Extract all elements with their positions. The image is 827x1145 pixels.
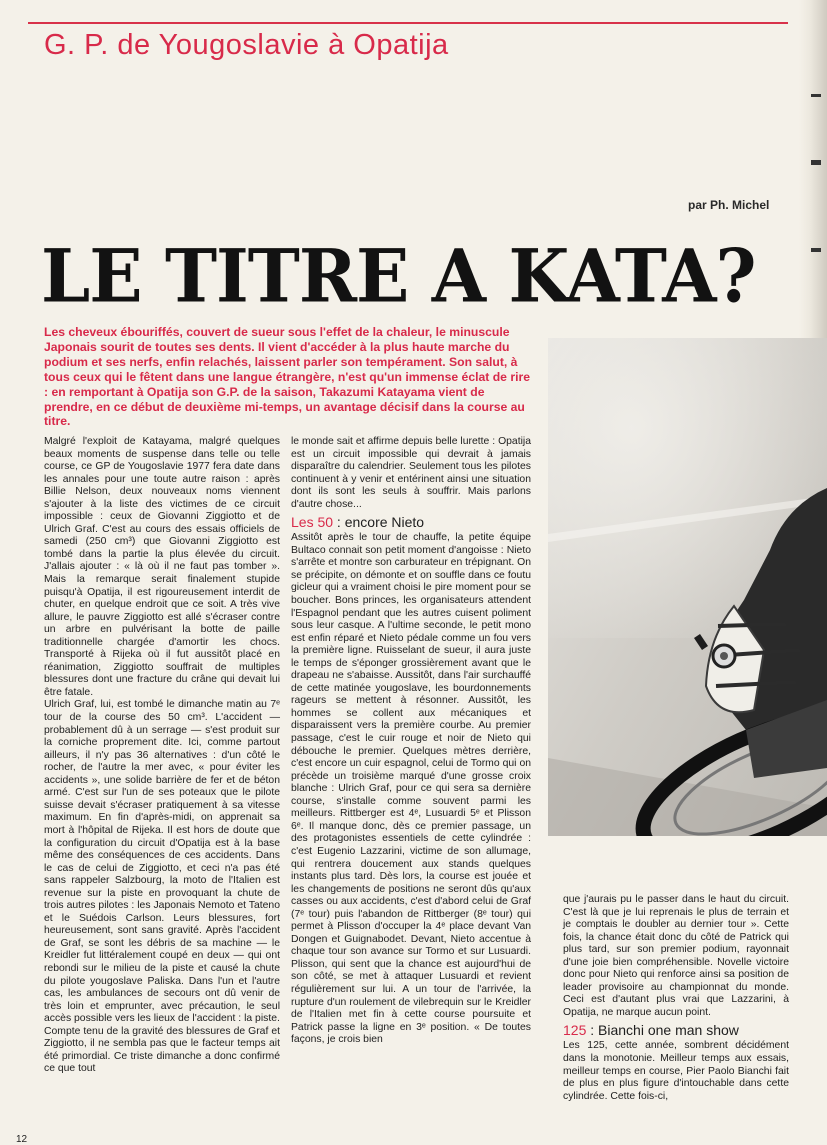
motorcycle-photo (548, 338, 827, 836)
subheading-125cc (563, 1022, 789, 1039)
edge-mark (811, 160, 821, 165)
edge-mark (811, 94, 821, 97)
subheading-text: : encore Nieto (333, 514, 425, 531)
subheading-number: Les 50 (291, 514, 334, 531)
section-title: G. P. de Yougoslavie à Opatija (44, 29, 449, 61)
subheading-text: : Bianchi one man show (586, 1022, 739, 1039)
paragraph: le monde sait et affirme depuis belle lurette : Opatija est un circuit impossible qui devrait à jamais disparaître du calendrier. Seulement tous les pilotes continuent à y venir et entérinent ainsi une situation dont ils sont les seuls à souffrir. Mais parlons d'autre chose... (291, 436, 531, 510)
article-column-3 (563, 894, 789, 1103)
top-rule (28, 22, 788, 24)
subheading-number: 125 (563, 1022, 587, 1039)
paragraph: Les 125, cette année, sombrent décidément dans la monotonie. Meilleur temps aux essais, meilleur temps en course, Pier Paolo Bianchi fait de plus en plus figure d'intouchable dans cette cylindrée. Cette fois-ci, (563, 1040, 789, 1102)
byline: par Ph. Michel (688, 198, 770, 212)
article-column-1 (44, 436, 280, 1076)
motorcycle-photo-graphic (548, 338, 827, 836)
subheading-50cc (291, 514, 531, 531)
paragraph: Malgré l'exploit de Katayama, malgré quelques beaux moments de suspense dans telle ou telle course, ce GP de Yougoslavie 1977 fera date dans les annales pour une toute autre raison : après Billie Nelson, deux nouveaux noms viennent s'ajouter à la liste des victimes de ce circuit impossible : ceux de Giovanni Ziggiotto et de Ulrich Graf. C'est au cours des essais officiels de samedi (250 cm³) que Giovanni Ziggiotto est tombé dans la partie la plus élevée du circuit. J'allais ajouter : « là où il ne faut pas tomber ». Mais la remarque serait finalement stupide puisqu'à Opatija, il est rigoureusement interdit de chuter, en quelque endroit que ce soit. A très vive allure, le pauvre Ziggiotto est allé s'écraser contre un arbre en pulvérisant la botte de paille traditionnelle chargée d'amortir les chocs. Transporté à Rijeka où il fut aussitôt placé en réanimation, Ziggiotto souffrait de multiples blessures dont une fracture du crâne qui devait lui être fatale. (44, 436, 280, 698)
page-number: 12 (16, 1134, 28, 1145)
paragraph: Ulrich Graf, lui, est tombé le dimanche matin au 7ᵉ tour de la course des 50 cm³. L'accident — probablement dû à un serrage — s'est produit sur la corniche proprement dite. Ici, comme partout ailleurs, il n'y pas 36 alternatives : d'un côté le rocher, de l'autre la mer avec, « pour éviter les accidents », une solide barrière de fer et de béton armé. C'est sur l'un de ses poteaux que le pilote suisse devait s'écraser pratiquement à sa vitesse maximum. En fin d'après-midi, on apprenait sa mort à l'hôpital de Rijeka. Il est hors de doute que la configuration du circuit d'Opatija est à la base même des conséquences de ces accidents. Dans le cas de celui de Ziggiotto, et ceci n'a pas été sans rappeler Salzbourg, la moto de l'Italien est revenue sur la piste en provoquant la chute de trois autres pilotes : les Japonais Nemoto et Tateno et le Suédois Carlson. Leurs blessures, fort heureusement, sont sans gravité. Après l'accident de Graf, se sont les débris de sa machine — le Kreidler fut littéralement coupé en deux — qui ont rebondi sur le milieu de la piste et causé la chute du pilote yougoslave Paliska. Dans l'un et l'autre cas, les ambulances de secours ont dû venir de très loin et emprunter, avec précaution, le seul accès possible vers les lieux de l'accident : la piste. (44, 699, 280, 1025)
lead-paragraph: Les cheveux ébouriffés, couvert de sueur sous l'effet de la chaleur, le minuscule Japonais sourit de toutes ses dents. Il vient d'accéder à la plus haute marche du podium et ses nerfs, enfin relachés, laissent parler son tempérament. Son salut, à tous ceux qui le fêtent dans une langue étrangère, n'est qu'un immense éclat de rire : en remportant à Opatija son G.P. de la saison, Takazumi Katayama vient de prendre, en ce début de deuxième mi-temps, un avantage décisif dans la course au titre. (44, 325, 530, 429)
article-column-2 (291, 436, 531, 1047)
paragraph: Assitôt après le tour de chauffe, la petite équipe Bultaco connait son petit moment d'angoisse : Nieto s'arrête et montre son carburateur en trépignant. On se précipite, on démonte et on souffle dans ce foutu gicleur qui a vraiment choisi le pire moment pour se boucher. Bons princes, les organisateurs attendent l'Espagnol pendant que les autres cuisent poliment sous leur casque. A l'ultime seconde, le petit mono est enfin réparé et Nieto pédale comme un fou vers la première ligne. Ruisselant de sueur, il aura juste le temps de s'éponger grossièrement avant que le drapeau ne s'abaisse. Aussitôt, dans l'air surchauffé de cette matinée yougoslave, les bourdonnements rageurs se mettent à résonner. Aussitôt, les hommes se collent aux mécaniques et disparaissent vers la première courbe. Au premier passage, c'est le cuir rouge et noir de Nieto qui débouche le premier. Quelques mètres derrière, c'est encore un cuir espagnol, celui de Tormo qui on précède un troisième marqué d'une grosse croix blanche : Ulrich Graf, pour ce qui sera sa dernière course, s'installe comme souvent parmi les meilleurs. Rittberger est 4ᵉ, Lusuardi 5ᵉ et Plisson 6ᵉ. Il manque donc, dès ce premier passage, un des protagonistes essentiels de cette cylindrée : c'est Eugenio Lazzarini, victime de son allumage, qui rentrera doucement aux stands quelques instants plus tard. Dès lors, la course est jouée et les changements de positions ne seront dûs qu'aux casses ou aux accidents, c'est d'abord celui de Graf (7ᵉ tour) puis l'abandon de Rittberger (8ᵉ tour) qui permet à Plisson d'occuper la 4ᵉ place devant Van Dongen et Guignabodet. Devant, Nieto accentue à chaque tour son avance sur Tormo et sur Lusuardi. Plisson, qui sent que la chance est aujourd'hui de son côté, se met à attaquer Lusuardi et revient régulièrement sur lui. A un tour de l'arrivée, la rupture d'un roulement de vilebrequin sur le Kreidler de l'Italien met fin à cette course poursuite et Patrick passe la ligne en 3ᵉ position. « De toutes façons, je crois bien (291, 532, 531, 1046)
edge-mark (811, 248, 821, 252)
headline: LE TITRE A KATA? (41, 232, 756, 320)
paragraph: que j'aurais pu le passer dans le haut du circuit. C'est là que je lui reprenais le plus de terrain et je comptais le doubler au dernier tour ». Cette fois, la chance était donc du côté de Patrick qui plus tard, sur son premier podium, rayonnait d'une joie bien compréhensible. Novelle victoire donc pour Nieto qui renforce ainsi sa position de leader provisoire au championnat du monde. Ceci est d'autant plus vrai que Lazzarini, à Opatija, ne marque aucun point. (563, 894, 789, 1018)
paragraph: Compte tenu de la gravité des blessures de Graf et Ziggiotto, il ne sembla pas que le facteur temps ait été primordial. Ce triste dimanche a donc confirmé ce que tout (44, 1025, 280, 1075)
